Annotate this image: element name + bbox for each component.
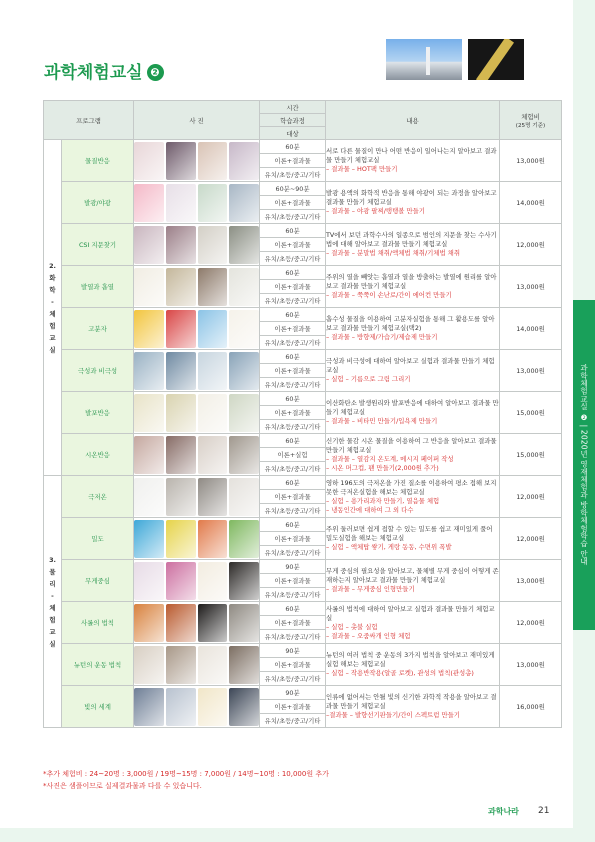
program-name: 시온반응: [62, 434, 134, 476]
program-name: CSI 지문찾기: [62, 224, 134, 266]
program-course: 이론+결과물: [260, 700, 326, 714]
sample-photo: [166, 394, 196, 432]
header-fee: [500, 101, 562, 140]
sample-photo: [134, 520, 164, 558]
program-photos: [134, 476, 260, 518]
sample-photo: [198, 436, 228, 474]
note-fee: *추가 체험비 : 24~20명 : 3,000원 / 19명~15명 : 7,000원 / 14명~10명 : 10,000원 추가: [43, 770, 329, 778]
description-text: 이산화탄소 발생원리와 발포반응에 대하여 알아보고 결과물 만들기 체험교실: [326, 399, 499, 416]
header-program: 프로그램: [44, 101, 134, 140]
description-result: – 실험 – 기름으로 그림 그리기: [326, 375, 411, 383]
program-description: [326, 434, 500, 476]
sample-photo: [166, 184, 196, 222]
sample-photo: [134, 184, 164, 222]
sample-photo: [134, 268, 164, 306]
sample-photo: [229, 436, 259, 474]
program-time: 60분: [260, 434, 326, 448]
sample-photo: [198, 520, 228, 558]
sample-photo: [198, 226, 228, 264]
table-row: [44, 392, 562, 406]
program-table: [43, 100, 562, 728]
bottom-strip: [0, 828, 595, 842]
side-tab-label: 과학체험교실 ❷ | 2020년 영재체험과 방학체험학습 안내: [579, 364, 589, 566]
table-row: [44, 266, 562, 280]
program-description: [326, 140, 500, 182]
sample-photo: [134, 688, 164, 726]
description-result: – 실험 – 작용반작용(알골 로켓), 관성의 법칙(관성총): [326, 669, 474, 677]
sample-photo: [198, 184, 228, 222]
program-fee: 12,000원: [500, 602, 562, 644]
program-course: 이론+실험: [260, 448, 326, 462]
sample-photo: [198, 394, 228, 432]
program-target: 유치/초등/중고/기타: [260, 630, 326, 644]
light-beam: [476, 39, 514, 80]
sample-photo: [229, 604, 259, 642]
description-text: 무게 중심의 필요성을 알아보고, 물체별 무게 중심이 어떻게 존재하는지 알아보고 결과물 만들기 체험교실: [326, 567, 499, 584]
header-target: 대상: [260, 127, 326, 140]
program-photos: [134, 182, 260, 224]
description-text: TV에서 보던 과학수사의 일종으로 범인의 지문을 찾는 수사기법에 대해 알아보고 결과물 만들기 체험교실: [326, 231, 497, 248]
program-photos: [134, 560, 260, 602]
notes: [43, 768, 329, 792]
sample-photo: [134, 604, 164, 642]
header-course: 학습과정: [260, 114, 326, 127]
program-fee: 13,000원: [500, 644, 562, 686]
program-course: 이론+결과물: [260, 196, 326, 210]
program-fee: 14,000원: [500, 182, 562, 224]
program-name: 발광/야광: [62, 182, 134, 224]
program-description: [326, 224, 500, 266]
sample-photo: [166, 310, 196, 348]
program-table-body: [44, 140, 562, 728]
sample-photo: [198, 688, 228, 726]
sample-photo: [198, 604, 228, 642]
sample-photo: [166, 142, 196, 180]
program-fee: 13,000원: [500, 140, 562, 182]
sample-photo: [198, 310, 228, 348]
program-name: 뉴턴의 운동 법칙: [62, 644, 134, 686]
program-target: 유치/초등/중고/기타: [260, 546, 326, 560]
program-course: 이론+결과물: [260, 406, 326, 420]
program-description: [326, 308, 500, 350]
program-time: 60분: [260, 308, 326, 322]
program-photos: [134, 308, 260, 350]
program-description: [326, 518, 500, 560]
sample-photo: [166, 352, 196, 390]
program-photos: [134, 392, 260, 434]
description-result: – 결과물 – 쭉쭉이 손난로/간이 에어컨 만들기: [326, 291, 452, 299]
program-photos: [134, 602, 260, 644]
sample-photo: [134, 646, 164, 684]
program-target: 유치/초등/중고/기타: [260, 672, 326, 686]
program-description: [326, 392, 500, 434]
program-photos: [134, 224, 260, 266]
program-target: 유치/초등/중고/기타: [260, 504, 326, 518]
description-text: 흡수성 물질을 이용하여 고분자실험을 통해 그 활용도를 알아보고 결과물 만들기 체험교실(택2): [326, 315, 495, 332]
program-description: [326, 644, 500, 686]
sample-photo: [198, 268, 228, 306]
program-target: 유치/초등/중고/기타: [260, 336, 326, 350]
description-result: –결과물 – 발향선기판들기/간이 스펙트럼 만들기: [326, 711, 460, 719]
program-photos: [134, 434, 260, 476]
header-content: 내용: [326, 101, 500, 140]
program-target: 유치/초등/중고/기타: [260, 252, 326, 266]
sample-photo: [229, 520, 259, 558]
program-course: 이론+결과물: [260, 658, 326, 672]
program-time: 60분: [260, 266, 326, 280]
program-target: 유치/초등/중고/기타: [260, 714, 326, 728]
program-time: 60분: [260, 392, 326, 406]
program-photos: [134, 644, 260, 686]
launch-tower: [426, 47, 430, 75]
sample-photo: [229, 478, 259, 516]
program-time: 60분: [260, 140, 326, 154]
description-text: 서로 다른 물질이 만나 어떤 반응이 일어나는지 알아보고 결과물 만들기 체험교실: [326, 147, 497, 164]
program-course: 이론+결과물: [260, 364, 326, 378]
table-row: [44, 518, 562, 532]
sample-photo: [134, 226, 164, 264]
program-time: 60분: [260, 350, 326, 364]
sample-photo: [229, 226, 259, 264]
sample-photo: [166, 520, 196, 558]
program-description: [326, 350, 500, 392]
description-result: – 결과물 – 방향제/가습기/제습제 만들기: [326, 333, 438, 341]
description-text: 신기한 물감 시온 물질을 이용하여 그 반응을 알아보고 결과물 만들기 체험교실: [326, 436, 497, 454]
sample-photo: [134, 310, 164, 348]
description-result: – 실험 – 촛불 실험 – 결과물 – 오줌싸개 인형 체험: [326, 622, 411, 640]
program-time: 60분: [260, 224, 326, 238]
table-row: [44, 602, 562, 616]
sample-photo: [229, 310, 259, 348]
sample-photo: [166, 646, 196, 684]
description-result: – 결과물 – 야광 팔찌/탱탱볼 만들기: [326, 207, 425, 215]
program-target: 유치/초등/중고/기타: [260, 168, 326, 182]
table-row: [44, 686, 562, 700]
sample-photo: [229, 184, 259, 222]
program-name: 고분자: [62, 308, 134, 350]
program-time: 60분~90분: [260, 182, 326, 196]
description-result: – 결과물 – HOT팩 만들기: [326, 165, 398, 173]
program-time: 90분: [260, 644, 326, 658]
program-description: [326, 476, 500, 518]
description-text: 극성과 비극성에 대하여 알아보고 실험과 결과물 만들기 체험교실: [326, 357, 495, 374]
program-name: 밀도: [62, 518, 134, 560]
sample-photo: [166, 562, 196, 600]
description-result: – 결과물 – 열감지 온도계, 메시지 페이퍼 작성 – 시온 머그컵, 팬 만들기(2,000원 추가): [326, 454, 454, 472]
program-photos: [134, 686, 260, 728]
laser-light-photo: [468, 39, 524, 80]
table-row: [44, 140, 562, 154]
program-target: 유치/초등/중고/기타: [260, 378, 326, 392]
program-fee: 12,000원: [500, 518, 562, 560]
program-course: 이론+결과물: [260, 574, 326, 588]
header-photo: 사 진: [134, 101, 260, 140]
description-text: 영하 196도의 극저온을 가진 질소를 이용하여 평소 접해 보지 못한 극저온실험을 해보는 체험교실: [326, 478, 497, 496]
program-fee: 12,000원: [500, 224, 562, 266]
table-row: [44, 476, 562, 490]
sample-photo: [229, 142, 259, 180]
program-course: 이론+결과물: [260, 154, 326, 168]
program-name: 사롤의 법칙: [62, 602, 134, 644]
sample-photo: [229, 562, 259, 600]
sample-photo: [198, 562, 228, 600]
program-target: 유치/초등/중고/기타: [260, 420, 326, 434]
sample-photo: [229, 352, 259, 390]
sample-photo: [166, 478, 196, 516]
program-time: 90분: [260, 560, 326, 574]
program-fee: 15,000원: [500, 392, 562, 434]
program-name: 물질반응: [62, 140, 134, 182]
category-label: 3. 물 리 - 체 험 교 실: [44, 476, 62, 728]
table-row: [44, 434, 562, 448]
program-target: 유치/초등/중고/기타: [260, 588, 326, 602]
sample-photo: [229, 646, 259, 684]
sample-photo: [134, 436, 164, 474]
description-text: 인류에 없어서는 안될 빛의 신기한 과학적 작용을 알아보고 결과물 만들기 체험교실: [326, 693, 497, 710]
header-fee-label: 체험비: [521, 112, 540, 121]
program-photos: [134, 518, 260, 560]
program-name: 극저온: [62, 476, 134, 518]
description-text: 발광 용액의 화학적 반응을 통해 야광이 되는 과정을 알아보고 결과물 만들기 체험교실: [326, 189, 497, 206]
page-number: 21: [538, 806, 550, 816]
header-fee-note: (25명 기준): [515, 122, 546, 129]
program-course: 이론+결과물: [260, 280, 326, 294]
program-photos: [134, 266, 260, 308]
program-time: 60분: [260, 602, 326, 616]
program-name: 발열과 흡열: [62, 266, 134, 308]
program-fee: 14,000원: [500, 308, 562, 350]
sample-photo: [166, 436, 196, 474]
sample-photo: [134, 352, 164, 390]
description-result: – 결과물 – 비타민 만들기/입욕제 만들기: [326, 417, 438, 425]
publisher-logo: 과학나라: [488, 807, 519, 816]
program-name: 빛의 세계: [62, 686, 134, 728]
description-text: 사롤의 법칙에 대하여 알아보고 실험과 결과물 만들기 체험교실: [326, 604, 495, 622]
sample-photo: [166, 226, 196, 264]
sample-photo: [229, 394, 259, 432]
program-name: 무게중심: [62, 560, 134, 602]
program-course: 이론+결과물: [260, 490, 326, 504]
program-time: 90분: [260, 686, 326, 700]
sample-photo: [134, 478, 164, 516]
program-target: 유치/초등/중고/기타: [260, 210, 326, 224]
sample-photo: [134, 394, 164, 432]
program-fee: 12,000원: [500, 476, 562, 518]
description-result: – 실험 – 액체탑 쌓기, 게랑 동동, 수면위 폭발: [326, 543, 452, 551]
program-target: 유치/초등/중고/기타: [260, 294, 326, 308]
note-photo: *사진은 샘플이므로 실제결과물과 다를 수 있습니다.: [43, 782, 202, 790]
sample-photo: [134, 562, 164, 600]
table-row: [44, 350, 562, 364]
program-course: 이론+결과물: [260, 532, 326, 546]
program-fee: 13,000원: [500, 266, 562, 308]
program-target: 유치/초등/중고/기타: [260, 462, 326, 476]
rocket-launch-photo: [386, 39, 462, 80]
sample-photo: [166, 604, 196, 642]
description-text: 주위의 열을 빼앗는 흡열과 열을 방출하는 발열에 원리를 알아보고 결과물 만들기 체험교실: [326, 273, 497, 290]
program-course: 이론+결과물: [260, 322, 326, 336]
title-badge: ❷: [147, 64, 164, 81]
program-course: 이론+결과물: [260, 238, 326, 252]
description-text: 뉴턴의 여러 법칙 중 운동의 3가지 법칙을 알아보고 재미있게 실험 해보는 체험교실: [326, 651, 495, 668]
table-row: [44, 182, 562, 196]
program-fee: 13,000원: [500, 560, 562, 602]
program-time: 60분: [260, 518, 326, 532]
sample-photo: [229, 688, 259, 726]
sample-photo: [134, 142, 164, 180]
program-description: [326, 560, 500, 602]
sample-photo: [198, 478, 228, 516]
program-description: [326, 686, 500, 728]
category-label: 2. 화 학 - 체 험 교 실: [44, 140, 62, 476]
sample-photo: [198, 352, 228, 390]
description-result: – 실험 – 용가리과자 만들기, 열음물 체험 – 냉동인간에 대하여 그 외 다수: [326, 496, 440, 514]
page-title-text: 과학체험교실: [44, 63, 143, 83]
program-time: 60분: [260, 476, 326, 490]
program-fee: 16,000원: [500, 686, 562, 728]
program-photos: [134, 350, 260, 392]
table-row: [44, 644, 562, 658]
header-time: 시간: [260, 101, 326, 114]
table-row: [44, 224, 562, 238]
sample-photo: [198, 646, 228, 684]
program-fee: 13,000원: [500, 350, 562, 392]
program-fee: 15,000원: [500, 434, 562, 476]
program-course: 이론+결과물: [260, 616, 326, 630]
table-row: [44, 560, 562, 574]
table-row: [44, 308, 562, 322]
side-tab: [573, 300, 595, 630]
program-description: [326, 266, 500, 308]
program-description: [326, 602, 500, 644]
description-result: – 결과물 – 분말법 채취/액체법 채취/기체법 채취: [326, 249, 461, 257]
program-photos: [134, 140, 260, 182]
program-name: 극성과 비극성: [62, 350, 134, 392]
sample-photo: [229, 268, 259, 306]
sample-photo: [198, 142, 228, 180]
program-name: 발포반응: [62, 392, 134, 434]
program-description: [326, 182, 500, 224]
sample-photo: [166, 268, 196, 306]
page-title: [44, 58, 164, 83]
description-text: 주위 둘러보면 쉽게 접할 수 있는 밀도를 쉽고 재미있게 풀어 밀도실험을 해보는 체험교실: [326, 525, 493, 542]
sample-photo: [166, 688, 196, 726]
description-result: – 결과물 – 무게중심 인형만들기: [326, 585, 415, 593]
